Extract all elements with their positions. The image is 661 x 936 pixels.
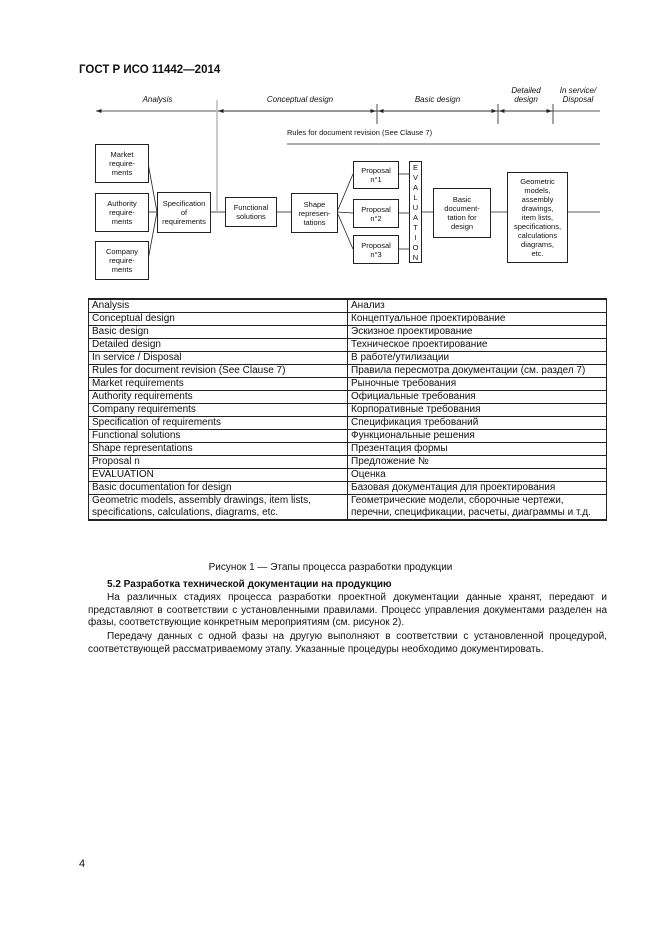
evaluation-box: E V A L U A T I O N	[409, 161, 422, 263]
table-row	[89, 482, 607, 495]
english-term-cell: Shape representations	[89, 443, 348, 456]
table-row	[89, 313, 607, 326]
translation-table	[88, 298, 607, 521]
paragraph: На различных стадиях процесса разработки проектной документации данные хранят, передают и представляют в соответствии с установленными правилами. Процесс управления документами разделен на фазы, соответствующие конкретным мероприятиям (см. рисунок 2).	[88, 592, 607, 628]
russian-term-cell: Спецификация требований	[348, 417, 607, 430]
russian-term-cell: Анализ	[348, 299, 607, 313]
russian-term-cell: Правила пересмотра документации (см. раздел 7)	[348, 365, 607, 378]
russian-term-cell: Эскизное проектирование	[348, 326, 607, 339]
english-term-cell: In service / Disposal	[89, 352, 348, 365]
table-row	[89, 443, 607, 456]
english-term-cell: EVALUATION	[89, 469, 348, 482]
english-term-cell: Detailed design	[89, 339, 348, 352]
english-term-cell: Basic documentation for design	[89, 482, 348, 495]
phase-basic-design: Basic design	[414, 95, 461, 104]
english-term-cell: Company requirements	[89, 404, 348, 417]
russian-term-cell: Концептуальное проектирование	[348, 313, 607, 326]
english-term-cell: Analysis	[89, 299, 348, 313]
page-number: 4	[79, 858, 86, 870]
document-header: ГОСТ Р ИСО 11442—2014	[79, 64, 221, 76]
table-row	[89, 456, 607, 469]
basic-documentation-box: Basic document- tation for design	[433, 188, 491, 238]
english-term-cell: Market requirements	[89, 378, 348, 391]
russian-term-cell: Рыночные требования	[348, 378, 607, 391]
english-term-cell: Basic design	[89, 326, 348, 339]
phase-in-service: In service/ Disposal	[559, 86, 597, 104]
russian-term-cell: Презентация формы	[348, 443, 607, 456]
geometric-models-box: Geometric models, assembly drawings, item lists, specifications, calculations diagrams, etc.	[507, 172, 568, 263]
english-term-cell: Specification of requirements	[89, 417, 348, 430]
table-row	[89, 352, 607, 365]
market-requirements-box: Market require- ments	[95, 144, 149, 183]
authority-requirements-box: Authority require- ments	[95, 193, 149, 232]
russian-term-cell: Функциональные решения	[348, 430, 607, 443]
table-row	[89, 417, 607, 430]
russian-term-cell: В работе/утилизации	[348, 352, 607, 365]
table-row	[89, 495, 607, 521]
english-term-cell: Functional solutions	[89, 430, 348, 443]
table-row	[89, 378, 607, 391]
english-term-cell: Authority requirements	[89, 391, 348, 404]
table-row	[89, 404, 607, 417]
rules-label: Rules for document revision (See Clause 7)	[287, 128, 433, 137]
russian-term-cell: Техническое проектирование	[348, 339, 607, 352]
english-term-cell: Conceptual design	[89, 313, 348, 326]
phase-analysis: Analysis	[142, 95, 173, 104]
specification-box: Specification of requirements	[157, 192, 211, 233]
russian-term-cell: Корпоративные требования	[348, 404, 607, 417]
table-row	[89, 299, 607, 313]
table-row	[89, 469, 607, 482]
english-term-cell: Geometric models, assembly drawings, item lists, specifications, calculations, diagrams, etc.	[89, 495, 348, 521]
russian-term-cell: Оценка	[348, 469, 607, 482]
phase-conceptual-design: Conceptual design	[266, 95, 334, 104]
russian-term-cell: Официальные требования	[348, 391, 607, 404]
proposal-1-box: Proposal n°1	[353, 161, 399, 189]
phase-detailed-design: Detailed design	[511, 86, 541, 104]
table-row	[89, 430, 607, 443]
shape-representations-box: Shape represen- tations	[291, 193, 338, 233]
russian-term-cell: Предложение №	[348, 456, 607, 469]
section-heading: 5.2 Разработка технической документации на продукцию	[107, 579, 392, 590]
figure-caption: Рисунок 1 — Этапы процесса разработки продукции	[208, 562, 453, 573]
english-term-cell: Proposal n	[89, 456, 348, 469]
english-term-cell: Rules for document revision (See Clause 7)	[89, 365, 348, 378]
functional-solutions-box: Functional solutions	[225, 197, 277, 227]
table-row	[89, 339, 607, 352]
russian-term-cell: Геометрические модели, сборочные чертежи, перечни, спецификации, расчеты, диаграммы и т.д.	[348, 495, 607, 521]
paragraph: Передачу данных с одной фазы на другую выполняют в соответствии с установленной процедурой, соответствующей рассматриваемому этапу. Указанные процедуры необходимо документировать.	[88, 631, 607, 655]
proposal-3-box: Proposal n°3	[353, 235, 399, 264]
table-row	[89, 391, 607, 404]
russian-term-cell: Базовая документация для проектирования	[348, 482, 607, 495]
table-row	[89, 365, 607, 378]
table-row	[89, 326, 607, 339]
company-requirements-box: Company require- ments	[95, 241, 149, 280]
proposal-2-box: Proposal n°2	[353, 199, 399, 228]
